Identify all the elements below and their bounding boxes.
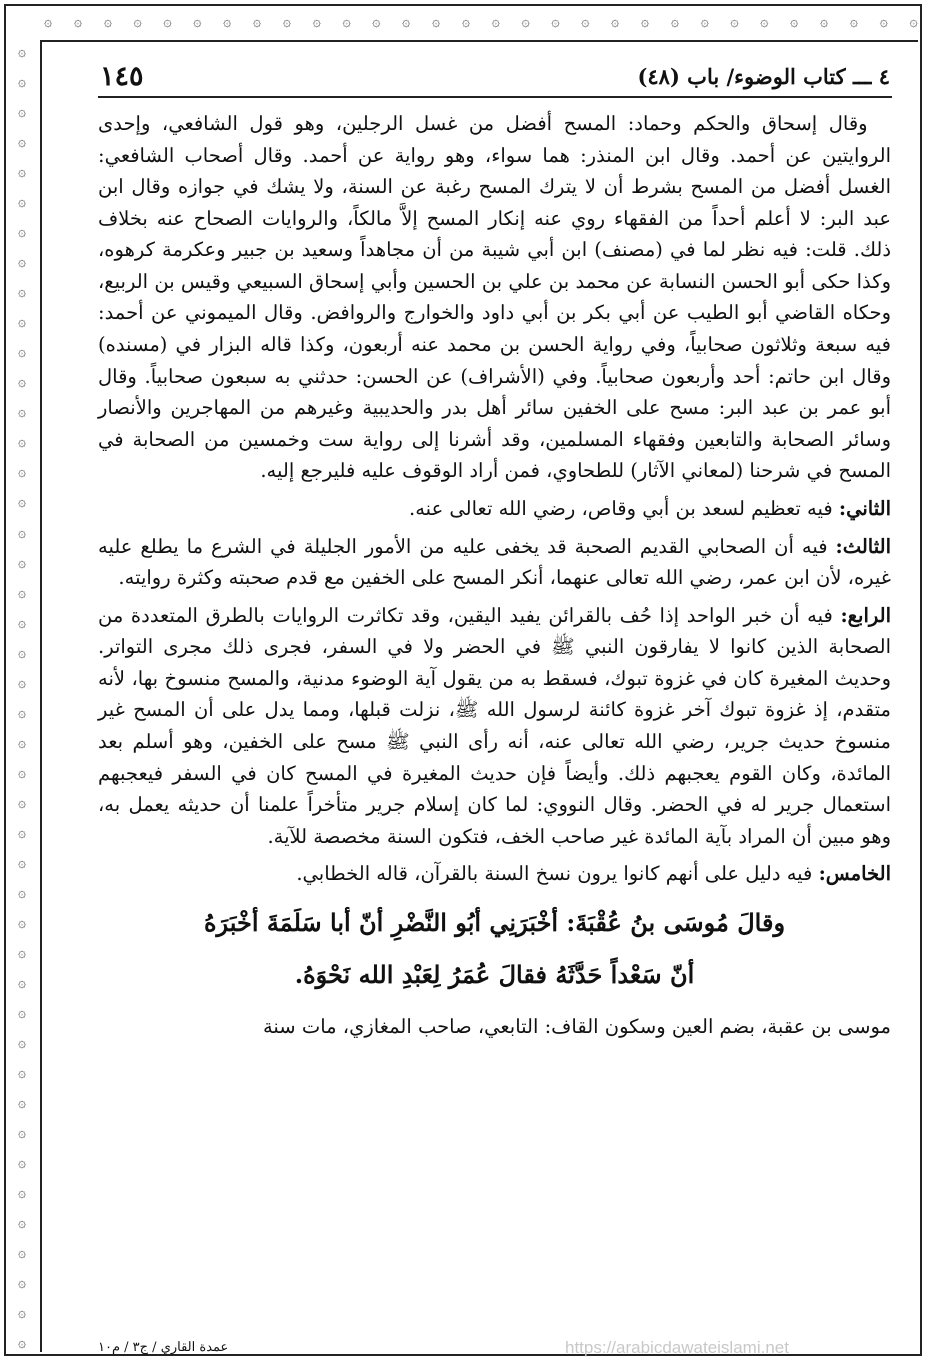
running-title: ٤ ـــ كتاب الوضوء/ باب (٤٨) (637, 63, 890, 89)
point-label: الثالث: (835, 534, 891, 558)
point-text: فيه أن خبر الواحد إذا حُف بالقرائن يفيد اليقين، وقد تكاثرت الروايات بالطرق المتعددة من الصحابة الذين كانوا لا يفارقون النبي ﷺ في الحضر ولا في السفر، فجرى ذلك مجرى التواتر. وحديث المغيرة كان في غزوة تبوك، فسقط به من يقول آية الوضوء مدنية، والمسح منسوخ بها، لأنه متقدم، إذ غزوة تبوك آخر غزوة كائنة لرسول الله ﷺ، نزلت قبلها، ومما يدل على أن المسح غير منسوخ حديث جرير، رضي الله تعالى عنه، أنه رأى النبي ﷺ مسح على الخفين، وهو أسلم بعد المائدة، وكان القوم يعجبهم ذلك. وأيضاً فإن حديث المغيرة في المسح كان في السفر فيعجبهم استعمال جرير له في الحضر. وقال النووي: لما كان إسلام جرير متأخراً علمنا أن حديثه يعمل به، وهو مبين أن المراد بآية المائدة غير صاحب الخف، فتكون السنة مخصصة للآية. (98, 603, 891, 848)
point-second (98, 493, 891, 525)
point-third (98, 531, 891, 594)
watermark-url: https://arabicdawateislami.net (565, 1338, 789, 1357)
point-label: الرابع: (840, 603, 891, 627)
point-text: فيه تعظيم لسعد بن أبي وقاص، رضي الله تعالى عنه. (409, 496, 833, 520)
footer-reference: عمدة القاري / ج٣ / م١٠ (98, 1340, 229, 1355)
page-number: ١٤٥ (100, 60, 144, 92)
header-rule (98, 96, 892, 98)
page-body (98, 108, 891, 1048)
point-text: فيه دليل على أنهم كانوا يرون نسخ السنة بالقرآن، قاله الخطابي. (296, 862, 813, 886)
page-header (100, 58, 890, 94)
hadith-text (98, 904, 891, 995)
hadith-line-1: وقالَ مُوسَى بنُ عُقْبَةَ: أخْبَرَنِي أبُو النَّضْرِ أنّ أبا سَلَمَةَ أخْبَرَهُ (203, 907, 786, 937)
point-label: الثاني: (838, 496, 891, 520)
point-text: فيه أن الصحابي القديم الصحبة قد يخفى عليه من الأمور الجليلة في الشرع ما يطلع عليه غيره، لأن ابن عمر، رضي الله تعالى عنهما، أنكر المسح على الخفين مع قدم صحبته وكثرة روايته. (98, 534, 891, 590)
border-ornament-left: ۞ ۞ ۞ ۞ ۞ ۞ ۞ ۞ ۞ ۞ ۞ ۞ ۞ ۞ ۞ ۞ ۞ ۞ ۞ ۞ ۞ ۞ ۞ ۞ ۞ ۞ ۞ ۞ ۞ ۞ ۞ ۞ ۞ ۞ ۞ ۞ ۞ ۞ ۞ ۞ ۞ ۞ ۞ ۞ (17, 44, 27, 1352)
point-fifth (98, 858, 891, 890)
paragraph: وقال إسحاق والحكم وحماد: المسح أفضل من غسل الرجلين، وهو قول الشافعي، وإحدى الروايتين عن أحمد. وقال ابن المنذر: هما سواء، وهو رواية عن أحمد. وقال أصحاب الشافعي: الغسل أفضل من المسح بشرط أن لا يترك المسح رغبة عن السنة، ولا يشك في جوازه وقال ابن عبد البر: لا أعلم أحداً من الفقهاء روي عنه إنكار المسح إلاَّ مالكاً، والروايات الصحاح عنه بخلاف ذلك. قلت: فيه نظر لما في (مصنف) ابن أبي شيبة من أن مجاهداً وسعيد بن جبير وعكرمة كرهوه، وكذا حكى أبو الحسن النسابة عن محمد بن علي بن الحسين وأبي إسحاق السبيعي وقيس بن الربيع، وحكاه القاضي أبو الطيب عن أبي بكر بن أبي داود والخوارج والروافض. وقال الميموني عن أحمد: فيه سبعة وثلاثون صحابياً، وفي رواية الحسن بن محمد عنه أربعون، وكذا قاله البزار في (مسنده) وقال ابن حاتم: أحد وأربعون صحابياً. وفي (الأشراف) عن الحسن: حدثني به سبعون صحابياً. وقال أبو عمر بن عبد البر: مسح على الخفين سائر أهل بدر والحديبية وغيرهم من المهاجرين والأنصار وسائر الصحابة والتابعين وفقهاء المسلمين، وقد أشرنا إلى رواية ست وخمسين من الصحابة في المسح في شرحنا (لمعاني الآثار) للطحاوي، فمن أراد الوقوف عليه فليرجع إليه. (98, 112, 891, 483)
point-fourth (98, 600, 891, 853)
hadith-line-2: أنّ سَعْداً حَدَّثَهُ فقالَ عُمَرُ لِعَبْدِ الله نَحْوَهُ. (294, 960, 695, 990)
border-ornament-top: ۞ ۞ ۞ ۞ ۞ ۞ ۞ ۞ ۞ ۞ ۞ ۞ ۞ ۞ ۞ ۞ ۞ ۞ ۞ ۞ ۞ ۞ ۞ ۞ ۞ ۞ ۞ ۞ ۞ ۞ (44, 14, 918, 30)
closing-paragraph: موسى بن عقبة، بضم العين وسكون القاف: التابعي، صاحب المغازي، مات سنة (262, 1014, 891, 1038)
point-label: الخامس: (818, 862, 891, 886)
